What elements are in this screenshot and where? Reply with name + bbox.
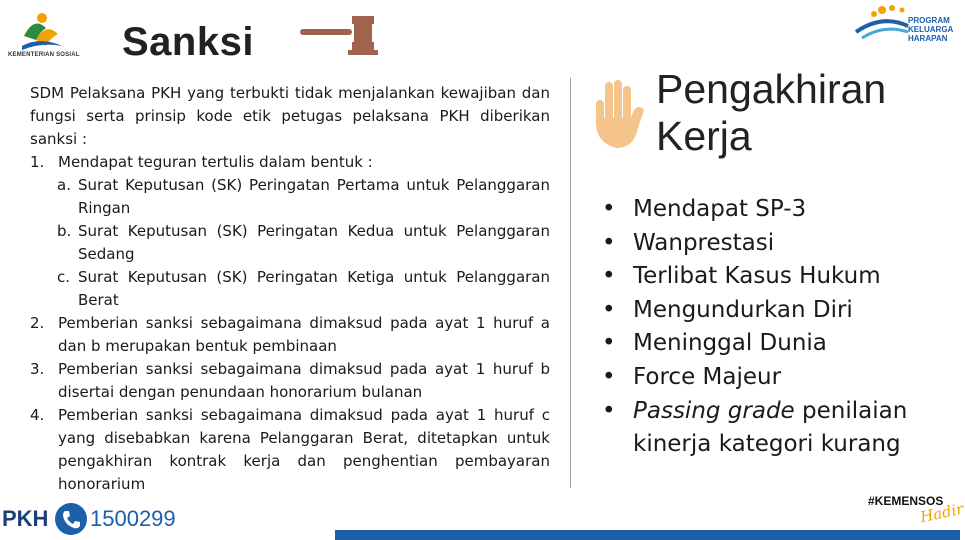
bullet-marker: • bbox=[602, 363, 616, 390]
logo-left-caption: KEMENTERIAN SOSIAL bbox=[8, 52, 80, 58]
stop-hand-icon bbox=[590, 78, 646, 150]
page-title: Sanksi bbox=[122, 20, 254, 64]
bullet-text: Wanprestasi bbox=[633, 229, 775, 256]
bullet-item bbox=[602, 327, 932, 361]
bullet-text: Meninggal Dunia bbox=[633, 330, 827, 357]
sub-item-text: Surat Keputusan (SK) Peringatan Ketiga untuk Pelanggaran Berat bbox=[78, 268, 550, 309]
item-number: 4. bbox=[30, 406, 45, 424]
sub-item-letter: b. bbox=[57, 222, 72, 240]
footer-bar bbox=[335, 530, 960, 540]
bullet-item bbox=[602, 227, 932, 261]
list-item bbox=[30, 151, 550, 174]
sanction-text-block bbox=[30, 82, 550, 496]
bullet-marker: • bbox=[602, 397, 616, 424]
bullet-marker: • bbox=[602, 296, 616, 323]
bullet-text: Terlibat Kasus Hukum bbox=[633, 263, 881, 290]
bullet-item bbox=[602, 294, 932, 328]
bullet-text-italic: Passing grade bbox=[633, 397, 795, 424]
item-text: Pemberian sanksi sebagaimana dimaksud pada ayat 1 huruf c yang disebabkan karena Pelanggaran Berat, ditetapkan untuk pengakhiran kontrak kerja dan penghentian pembayaran honorarium bbox=[58, 406, 550, 493]
kemensos-hashtag: #KEMENSOS bbox=[868, 494, 944, 508]
column-divider bbox=[570, 78, 571, 488]
bullet-marker: • bbox=[602, 229, 616, 256]
sub-list-item bbox=[30, 220, 550, 266]
item-text: Pemberian sanksi sebagaimana dimaksud pada ayat 1 huruf a dan b merupakan bentuk pembinaan bbox=[58, 314, 550, 355]
bullet-marker: • bbox=[602, 196, 616, 222]
item-text: Pemberian sanksi sebagaimana dimaksud pada ayat 1 huruf b disertai dengan penundaan honorarium bulanan bbox=[58, 360, 550, 401]
bullet-text: Mendapat SP-3 bbox=[633, 196, 807, 222]
sub-list-item bbox=[30, 174, 550, 220]
item-number: 2. bbox=[30, 314, 45, 332]
kemensos-logo bbox=[6, 6, 106, 66]
pkh-hotline bbox=[2, 500, 182, 536]
termination-heading-line-2: Kerja bbox=[656, 113, 752, 159]
bullet-text: penilaian kinerja kategori kurang bbox=[633, 397, 908, 458]
pkh-logo-line-2: KELUARGA bbox=[908, 25, 954, 34]
bullet-item bbox=[602, 193, 932, 227]
item-number: 1. bbox=[30, 153, 45, 171]
bullet-item bbox=[602, 395, 932, 462]
pkh-logo-line-1: PROGRAM bbox=[908, 16, 950, 25]
bullet-item bbox=[602, 361, 932, 395]
sub-list-item bbox=[30, 266, 550, 312]
termination-heading-line-1: Pengakhiran bbox=[656, 66, 887, 112]
bullet-text: Force Majeur bbox=[633, 363, 782, 390]
bullet-text: Mengundurkan Diri bbox=[633, 296, 853, 323]
bullet-marker: • bbox=[602, 330, 616, 357]
list-item bbox=[30, 404, 550, 496]
hadir-script-logo: Hadir bbox=[918, 499, 965, 527]
pkh-label: PKH bbox=[2, 506, 49, 531]
list-item bbox=[30, 358, 550, 404]
termination-heading bbox=[656, 66, 886, 160]
list-item bbox=[30, 312, 550, 358]
hotline-number: 1500299 bbox=[90, 506, 176, 531]
sub-item-letter: a. bbox=[57, 176, 71, 194]
phone-icon bbox=[54, 502, 88, 536]
item-text: Mendapat teguran tertulis dalam bentuk : bbox=[58, 153, 373, 171]
intro-paragraph: SDM Pelaksana PKH yang terbukti tidak menjalankan kewajiban dan fungsi serta prinsip kode etik petugas pelaksana PKH diberikan sanksi : bbox=[30, 84, 550, 148]
pkh-program-logo bbox=[852, 2, 958, 60]
bullet-marker: • bbox=[602, 263, 616, 290]
sub-item-text: Surat Keputusan (SK) Peringatan Pertama untuk Pelanggaran Ringan bbox=[78, 176, 550, 217]
gavel-icon bbox=[298, 14, 382, 62]
item-number: 3. bbox=[30, 360, 45, 378]
sub-item-text: Surat Keputusan (SK) Peringatan Kedua untuk Pelanggaran Sedang bbox=[78, 222, 550, 263]
pkh-logo-line-3: HARAPAN bbox=[908, 34, 948, 43]
sub-item-letter: c. bbox=[57, 268, 71, 286]
bullet-item bbox=[602, 260, 932, 294]
termination-bullet-list bbox=[602, 193, 932, 462]
